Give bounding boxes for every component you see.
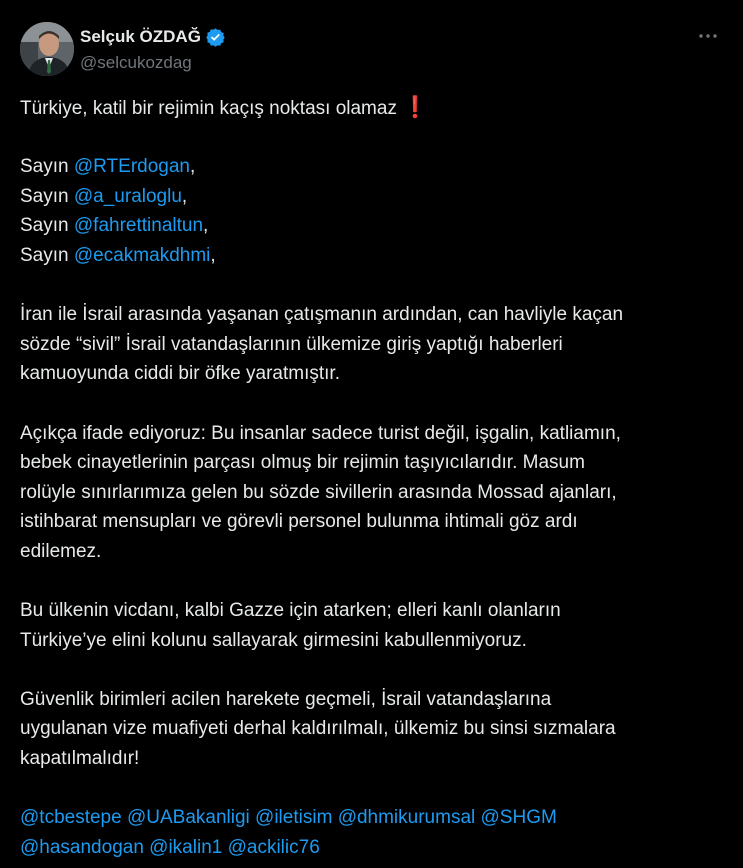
verified-badge-icon — [205, 27, 226, 48]
mention-link[interactable]: @a_uraloglu — [73, 185, 182, 207]
avatar-photo — [20, 22, 74, 76]
tweet-text — [20, 93, 727, 862]
mention-link[interactable]: @iletisim — [255, 807, 333, 829]
greeting-line: Sayın @a_uraloglu, — [20, 185, 188, 207]
red-exclamation-emoji: ❗ — [402, 96, 429, 119]
paragraph-line: bebek cinayetlerinin parçası olmuş bir rejimin taşıyıcılarıdır. Masum — [20, 452, 585, 474]
more-options-icon[interactable] — [693, 26, 723, 46]
paragraph-line: Türkiye’ye elini kolunu sallayarak girmesini kabullenmiyoruz. — [20, 629, 527, 651]
paragraph-line: İran ile İsrail arasında yaşanan çatışmanın ardından, can havliyle kaçan — [20, 304, 624, 326]
mention-link[interactable]: @ikalin1 — [149, 836, 223, 858]
mention-link[interactable]: @ackilic76 — [227, 836, 320, 858]
tweet-header — [20, 22, 727, 78]
paragraph-line: Bu ülkenin vicdanı, kalbi Gazze için atarken; elleri kanlı olanların — [20, 600, 561, 622]
mention-link[interactable]: @fahrettinaltun — [73, 215, 204, 237]
mention-tags-line — [20, 803, 727, 833]
author-handle[interactable]: @selcukozdag — [80, 53, 192, 72]
mention-link[interactable]: @RTErdogan — [73, 156, 190, 178]
greeting-line: Sayın @RTErdogan, — [20, 156, 196, 178]
mention-link[interactable]: @tcbestepe — [20, 807, 122, 829]
mention-tags-line — [20, 833, 727, 863]
mention-link[interactable]: @ecakmakdhmi — [73, 244, 211, 266]
author-names — [80, 26, 226, 73]
paragraph-line: kamuoyunda ciddi bir öfke yaratmıştır. — [20, 363, 340, 385]
paragraph-line: uygulanan vize muafiyeti derhal kaldırılmalı, ülkemiz bu sinsi sızmalara — [20, 718, 616, 740]
paragraph-line: Güvenlik birimleri acilen harekete geçmeli, İsrail vatandaşlarına — [20, 688, 552, 710]
mention-link[interactable]: @dhmikurumsal — [337, 807, 476, 829]
mention-link[interactable]: @UABakanligi — [126, 807, 250, 829]
mention-link[interactable]: @SHGM — [480, 807, 557, 829]
paragraph-line: edilemez. — [20, 540, 102, 562]
greeting-line: Sayın @ecakmakdhmi, — [20, 244, 216, 266]
paragraph-line: istihbarat mensupları ve görevli personel bulunma ihtimali göz ardı — [20, 511, 578, 533]
avatar[interactable] — [20, 22, 74, 76]
mention-link[interactable]: @hasandogan — [20, 836, 144, 858]
author-display-name[interactable]: Selçuk ÖZDAĞ — [80, 27, 201, 46]
paragraph-line: kapatılmalıdır! — [20, 748, 140, 770]
display-name-row — [80, 26, 226, 48]
tweet-headline: Türkiye, katil bir rejimin kaçış noktası olamaz ❗ — [20, 96, 429, 119]
paragraph-line: Açıkça ifade ediyoruz: Bu insanlar sadece turist değil, işgalin, katliamın, — [20, 422, 621, 444]
paragraph-line: rolüyle sınırlarımıza gelen bu sözde sivillerin arasında Mossad ajanları, — [20, 481, 617, 503]
greeting-line: Sayın @fahrettinaltun, — [20, 215, 209, 237]
paragraph-line: sözde “sivil” İsrail vatandaşlarının ülkemize giriş yaptığı haberleri — [20, 333, 563, 355]
